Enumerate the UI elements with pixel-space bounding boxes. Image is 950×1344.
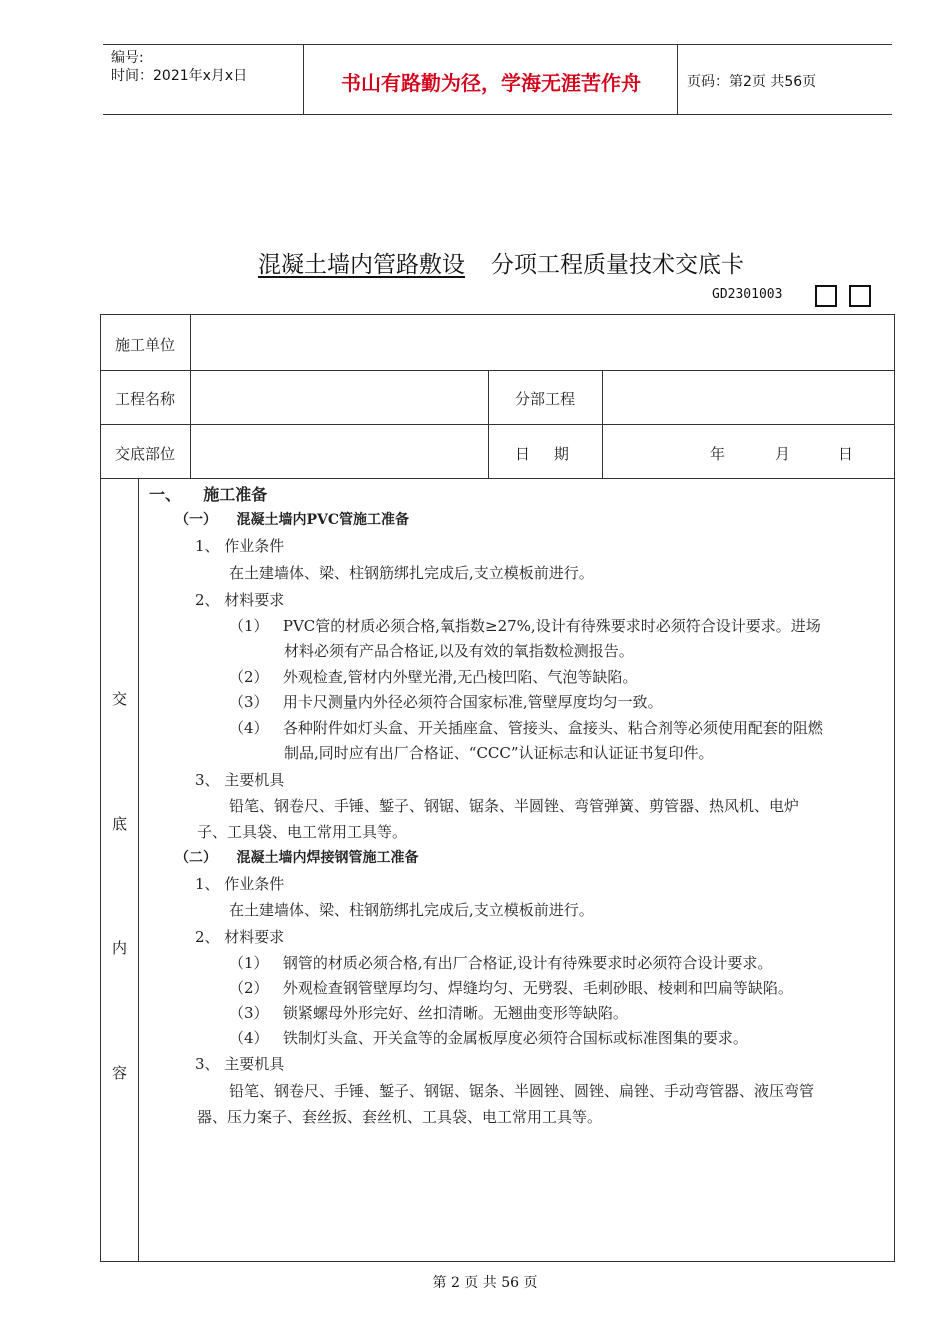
checkbox-2[interactable] — [849, 285, 871, 307]
list-item: （1） PVC管的材质必须合格,氧指数≥27%,设计有待殊要求时必须符合设计要求。进场 — [229, 617, 821, 635]
col-line-mid2 — [602, 370, 603, 478]
document-code: GD2301003 — [712, 287, 783, 302]
side-char-4: 容 — [111, 1064, 127, 1082]
list-item: （2） 外观检查,管材内外壁光滑,无凸棱凹陷、气泡等缺陷。 — [229, 668, 638, 686]
row-line-3 — [101, 478, 894, 479]
item-heading: 1、 作业条件 — [195, 537, 285, 555]
date-year: 年 — [710, 445, 726, 463]
list-item: （4） 各种附件如灯头盒、开关插座盒、管接头、盒接头、粘合剂等必须使用配套的阻燃 — [229, 719, 823, 737]
list-item: （2） 外观检查钢管壁厚均匀、焊缝均匀、无劈裂、毛刺砂眼、棱刺和凹扁等缺陷。 — [229, 979, 793, 997]
paragraph: 铅笔、钢卷尺、手锤、錾子、钢锯、锯条、半圆锉、圆锉、扁锉、手动弯管器、液压弯管 — [229, 1082, 815, 1100]
disclosure-table — [100, 314, 895, 1262]
time-label: 时间：2021年x月x日 — [111, 68, 248, 84]
header-divider-left — [303, 45, 304, 114]
item-heading: 2、 材料要求 — [195, 928, 285, 946]
side-char-1: 交 — [111, 690, 127, 708]
row-line-1 — [101, 370, 894, 371]
date-month: 月 — [775, 445, 791, 463]
title-subject: 混凝土墙内管路敷设 — [258, 252, 465, 278]
paragraph-cont: 子、工具袋、电工常用工具等。 — [197, 823, 408, 841]
label-division: 分部工程 — [515, 390, 576, 408]
paragraph: 在土建墙体、梁、柱钢筋绑扎完成后,支立模板前进行。 — [229, 564, 594, 582]
subsection-heading: （二） 混凝土墙内焊接钢管施工准备 — [175, 850, 419, 866]
item-heading: 2、 材料要求 — [195, 591, 285, 609]
col-line-side — [138, 478, 139, 1261]
section-heading: 一、 施工准备 — [149, 485, 268, 504]
item-heading: 3、 主要机具 — [195, 1055, 285, 1073]
col-line-label — [190, 315, 191, 478]
col-line-mid — [488, 370, 489, 478]
list-item-cont: 制品,同时应有出厂合格证、“CCC”认证标志和认证证书复印件。 — [284, 744, 714, 762]
list-item: （4） 铁制灯头盒、开关盒等的金属板厚度必须符合国标或标准图集的要求。 — [229, 1029, 748, 1047]
number-label: 编号: — [111, 50, 144, 66]
item-heading: 3、 主要机具 — [195, 771, 285, 789]
label-unit: 施工单位 — [115, 336, 176, 354]
paragraph-cont: 器、压力案子、套丝扳、套丝机、工具袋、电工常用工具等。 — [197, 1108, 603, 1126]
date-day: 日 — [838, 445, 854, 463]
header-page-info: 页码：第2页 共56页 — [687, 74, 817, 90]
item-heading: 1、 作业条件 — [195, 875, 285, 893]
side-char-2: 底 — [111, 815, 127, 833]
subsection-heading: （一） 混凝土墙内PVC管施工准备 — [175, 512, 410, 528]
list-item: （3） 用卡尺测量内外径必须符合国家标准,管壁厚度均匀一致。 — [229, 693, 663, 711]
row-line-2 — [101, 424, 894, 425]
checkbox-1[interactable] — [815, 285, 837, 307]
label-project: 工程名称 — [115, 390, 176, 408]
label-date: 日 期 — [515, 445, 569, 463]
list-item: （1） 钢管的材质必须合格,有出厂合格证,设计有待殊要求时必须符合设计要求。 — [229, 954, 773, 972]
page-footer: 第 2 页 共 56 页 — [432, 1275, 538, 1291]
title-rest: 分项工程质量技术交底卡 — [491, 252, 744, 278]
paragraph: 在土建墙体、梁、柱钢筋绑扎完成后,支立模板前进行。 — [229, 901, 594, 919]
side-char-3: 内 — [111, 939, 127, 957]
paragraph: 铅笔、钢卷尺、手锤、錾子、钢锯、锯条、半圆锉、弯管弹簧、剪管器、热风机、电炉 — [229, 797, 800, 815]
header-motto: 书山有路勤为径，学海无涯苦作舟 — [341, 71, 641, 95]
list-item: （3） 锁紧螺母外形完好、丝扣清晰。无翘曲变形等缺陷。 — [229, 1004, 628, 1022]
header-meta — [111, 49, 247, 85]
page-header — [103, 44, 892, 115]
header-divider-right — [677, 45, 678, 114]
list-item-cont: 材料必须有产品合格证,以及有效的氧指数检测报告。 — [284, 642, 634, 660]
document-title — [232, 246, 744, 279]
label-part: 交底部位 — [115, 445, 176, 463]
